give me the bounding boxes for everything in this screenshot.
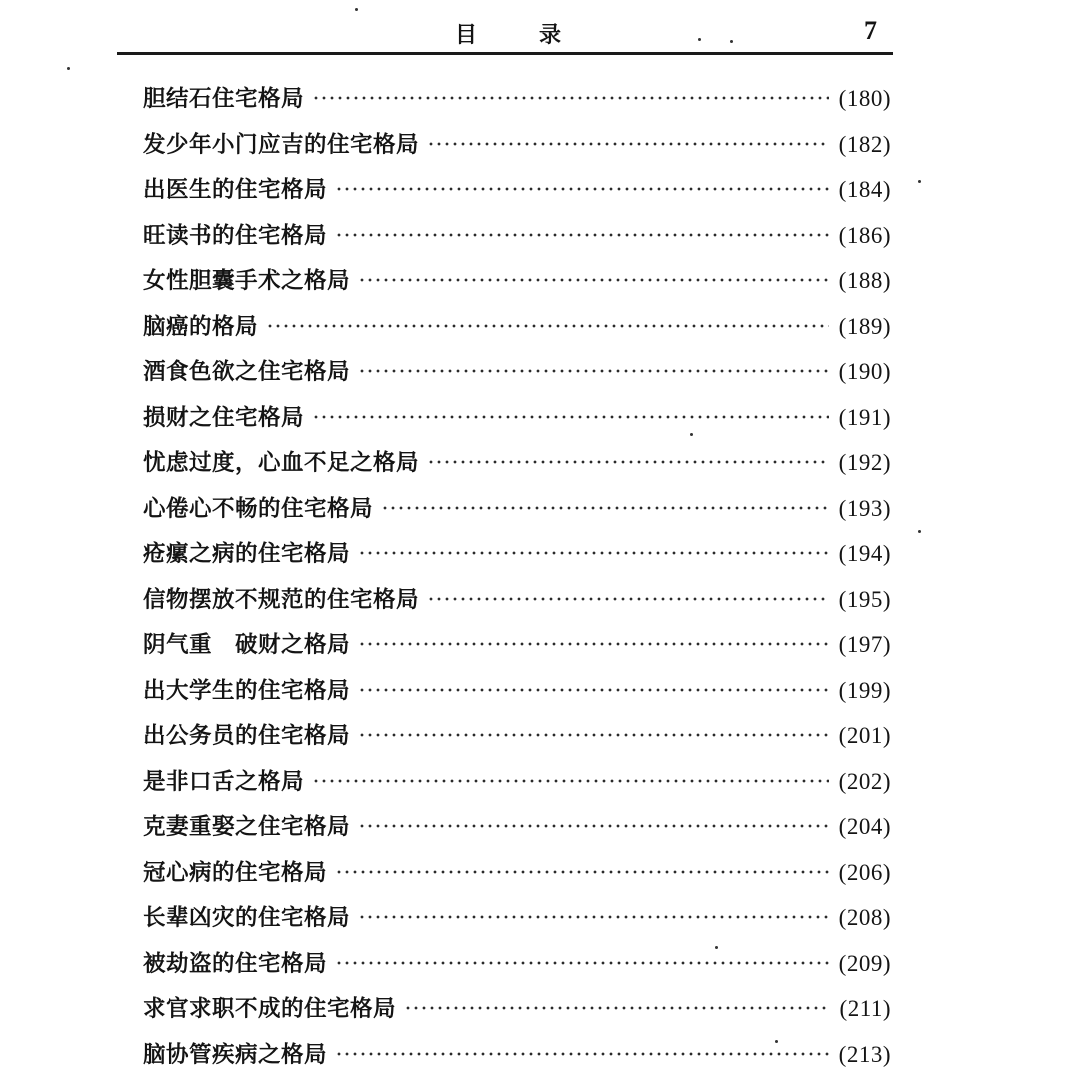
toc-entry-page: (194) — [838, 541, 891, 566]
toc-dot-leader — [358, 369, 829, 373]
scan-speck — [918, 530, 921, 533]
toc-entry — [143, 213, 891, 259]
page-header — [117, 14, 893, 54]
toc-entry-title: 冠心病的住宅格局 — [143, 859, 328, 886]
scan-speck — [698, 38, 701, 41]
toc-entry-page: (180) — [838, 86, 891, 111]
toc-dot-leader — [427, 460, 829, 464]
toc-entry-page: (204) — [838, 814, 891, 839]
toc-entry-title: 脑癌的格局 — [143, 313, 259, 340]
toc-entry-title: 损财之住宅格局 — [143, 404, 305, 431]
toc-entry-page: (199) — [838, 677, 891, 703]
toc-entry — [143, 668, 891, 714]
toc-dot-leader — [358, 278, 829, 282]
header-page-number: 7 — [864, 16, 877, 45]
toc-entry — [143, 622, 891, 668]
toc-entry-page: (184) — [838, 177, 891, 202]
toc-entry — [143, 850, 891, 896]
toc-dot-leader — [335, 870, 829, 874]
scan-speck — [67, 67, 70, 70]
toc-dot-leader — [312, 415, 829, 419]
toc-entry-title: 出公务员的住宅格局 — [143, 723, 351, 749]
toc-dot-leader — [427, 142, 829, 146]
toc-dot-leader — [358, 824, 829, 828]
toc-dot-leader — [335, 1052, 829, 1056]
scan-speck — [690, 433, 693, 436]
toc-entry-title: 信物摆放不规范的住宅格局 — [143, 586, 420, 613]
toc-dot-leader — [358, 915, 829, 919]
toc-entry-title: 出医生的住宅格局 — [143, 177, 328, 203]
toc-dot-leader — [335, 187, 829, 191]
toc-entry-page: (206) — [838, 859, 891, 885]
toc-entry — [143, 1032, 891, 1078]
toc-dot-leader — [381, 506, 829, 510]
toc-entry-page: (193) — [838, 495, 891, 521]
toc-entry — [143, 395, 891, 441]
toc-entry — [143, 122, 891, 168]
toc-entry-page: (188) — [838, 268, 891, 293]
toc-entry-page: (192) — [838, 450, 891, 475]
toc-entry — [143, 895, 891, 941]
toc-entry-title: 阴气重 破财之格局 — [143, 632, 351, 658]
toc-entry-page: (182) — [838, 131, 891, 157]
header-rule — [117, 52, 893, 55]
toc-entry-page: (191) — [838, 404, 891, 430]
toc-entry — [143, 258, 891, 304]
toc-entry — [143, 986, 891, 1032]
toc-entry-title: 酒食色欲之住宅格局 — [143, 359, 351, 385]
toc-entry-page: (213) — [838, 1041, 891, 1067]
toc-entry — [143, 486, 891, 532]
toc-entry — [143, 804, 891, 850]
toc-entry — [143, 349, 891, 395]
toc-entry-title: 克妻重娶之住宅格局 — [143, 814, 351, 840]
toc-entry-page: (189) — [838, 313, 891, 339]
table-of-contents — [143, 76, 891, 1077]
toc-entry — [143, 76, 891, 122]
toc-entry-page: (209) — [838, 950, 891, 976]
toc-entry-page: (190) — [838, 359, 891, 384]
toc-entry-title: 被劫盗的住宅格局 — [143, 950, 328, 977]
toc-entry-title: 疮瘰之病的住宅格局 — [143, 541, 351, 567]
toc-entry-title: 发少年小门应吉的住宅格局 — [143, 131, 420, 158]
toc-dot-leader — [358, 551, 829, 555]
scan-speck — [775, 1040, 778, 1043]
toc-entry — [143, 304, 891, 350]
scan-speck — [918, 180, 921, 183]
toc-dot-leader — [358, 733, 829, 737]
toc-entry-title: 胆结石住宅格局 — [143, 86, 305, 112]
toc-dot-leader — [335, 961, 829, 965]
toc-dot-leader — [404, 1006, 830, 1010]
toc-entry-page: (211) — [839, 996, 891, 1021]
toc-entry-page: (197) — [838, 632, 891, 657]
scan-speck — [355, 8, 358, 11]
scan-speck — [730, 40, 733, 43]
toc-entry-title: 旺读书的住宅格局 — [143, 222, 328, 249]
toc-entry-title: 是非口舌之格局 — [143, 768, 305, 795]
toc-entry — [143, 440, 891, 486]
toc-entry — [143, 713, 891, 759]
toc-entry-title: 心倦心不畅的住宅格局 — [143, 495, 374, 522]
toc-entry-title: 出大学生的住宅格局 — [143, 677, 351, 704]
toc-entry-title: 忧虑过度，心血不足之格局 — [143, 450, 420, 476]
toc-entry-title: 长辈凶灾的住宅格局 — [143, 905, 351, 931]
toc-entry-page: (201) — [838, 723, 891, 748]
toc-dot-leader — [335, 233, 829, 237]
toc-entry-title: 脑协管疾病之格局 — [143, 1041, 328, 1068]
toc-entry — [143, 531, 891, 577]
toc-entry-title: 求官求职不成的住宅格局 — [143, 996, 397, 1022]
toc-dot-leader — [312, 96, 829, 100]
toc-entry-title: 女性胆囊手术之格局 — [143, 268, 351, 294]
toc-entry-page: (195) — [838, 586, 891, 612]
toc-entry-page: (186) — [838, 222, 891, 248]
toc-entry — [143, 941, 891, 987]
toc-entry — [143, 167, 891, 213]
header-title: 目录 — [455, 23, 624, 48]
toc-dot-leader — [427, 597, 829, 601]
toc-entry-page: (208) — [838, 905, 891, 930]
toc-entry — [143, 759, 891, 805]
toc-dot-leader — [358, 688, 829, 692]
toc-entry-page: (202) — [838, 768, 891, 794]
toc-dot-leader — [358, 642, 829, 646]
toc-dot-leader — [266, 324, 829, 328]
toc-dot-leader — [312, 779, 829, 783]
scan-speck — [715, 946, 718, 949]
toc-entry — [143, 577, 891, 623]
